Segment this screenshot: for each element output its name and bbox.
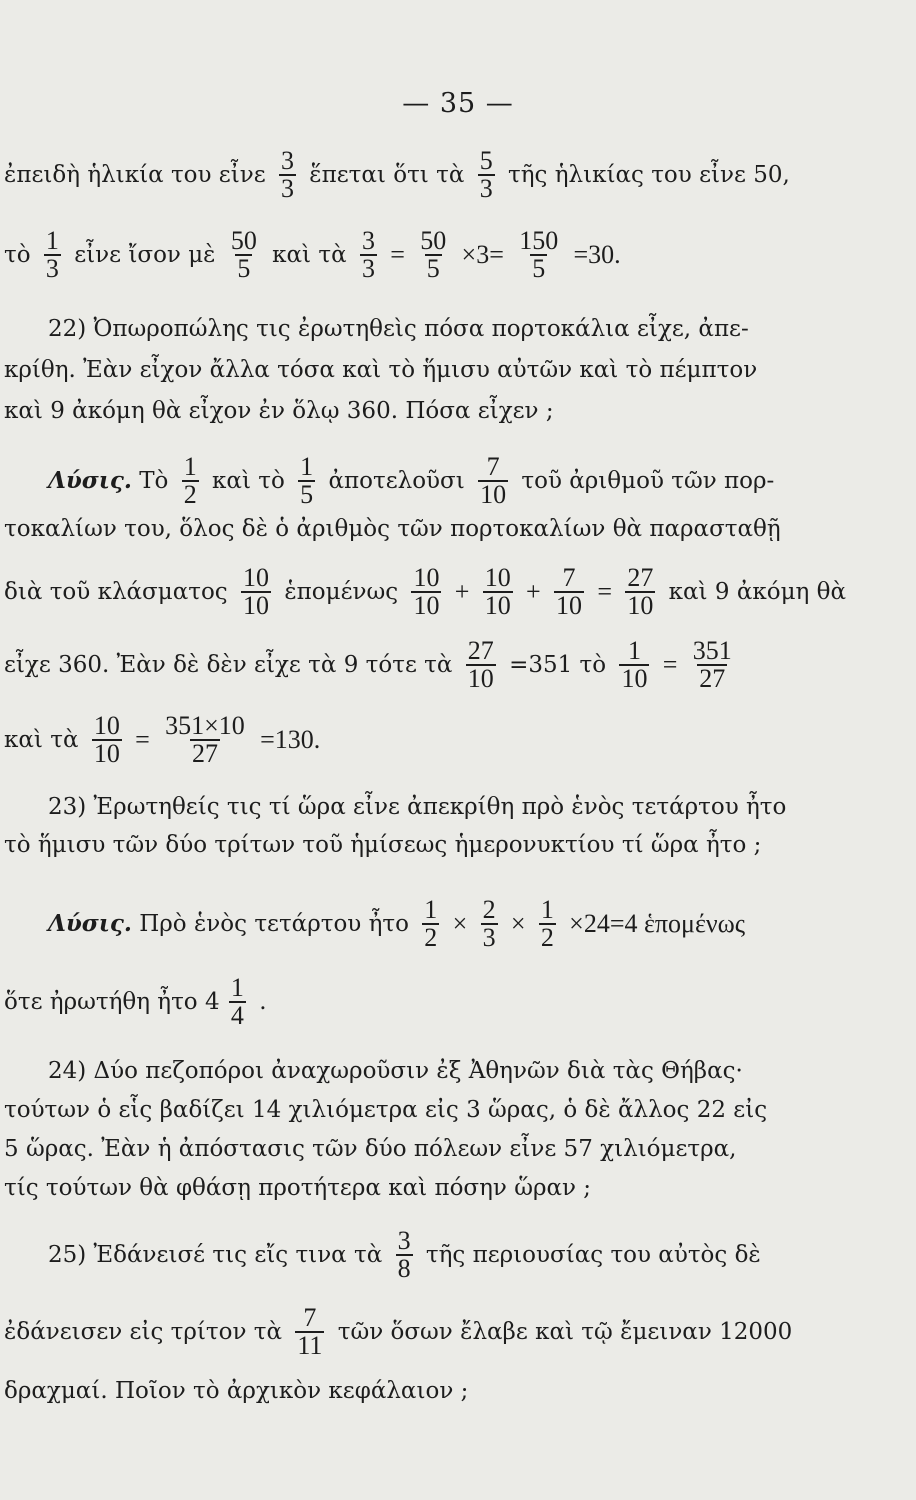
denominator: 2: [540, 923, 554, 952]
fraction: [554, 565, 584, 619]
fraction: [422, 897, 439, 951]
problem-23-line-2: τὸ ἥμισυ τῶν δύο τρίτων τοῦ ἡμίσεως ἡμερονυκτίου τί ὥρα ἦτο ;: [4, 832, 762, 858]
denominator: 10: [484, 591, 511, 620]
operator: =: [135, 725, 150, 754]
denominator: 2: [183, 480, 197, 509]
fraction: [295, 1305, 324, 1359]
text-segment: καὶ τὰ: [272, 242, 347, 268]
operator: +: [454, 577, 470, 606]
solution-22-line-1: [48, 454, 774, 508]
denominator: 10: [413, 591, 440, 620]
fraction: [163, 713, 247, 767]
numerator: 10: [243, 563, 270, 592]
denominator: 27: [191, 739, 218, 768]
denominator: 3: [482, 923, 496, 952]
fraction: [483, 565, 513, 619]
operator: ×: [510, 909, 526, 938]
operator: ×24=4 ἑπομένως: [569, 909, 746, 938]
fraction: [478, 148, 495, 202]
fraction: [241, 565, 271, 619]
denominator: 8: [397, 1254, 411, 1283]
problem-23-line-1: 23) Ἐρωτηθείς τις τί ὥρα εἶνε ἀπεκρίθη πρὸ ἑνὸς τετάρτου ἦτο: [48, 794, 787, 820]
numerator: 1: [627, 636, 641, 665]
problem-24-line-3: 5 ὥρας. Ἐὰν ἡ ἀπόστασις τῶν δύο πόλεων εἶνε 57 χιλιόμετρα,: [4, 1136, 737, 1162]
numerator: 27: [467, 636, 494, 665]
text-segment: εἶχε 360. Ἐὰν δὲ δὲν εἶχε τὰ 9 τότε τὰ: [4, 652, 453, 678]
denominator: 5: [532, 254, 546, 283]
fraction: [360, 228, 377, 282]
problem-25-line-2: [4, 1305, 792, 1359]
numerator: 50: [420, 226, 447, 255]
denominator: 10: [627, 591, 654, 620]
text-segment: τὸ: [4, 242, 31, 268]
numerator: 1: [45, 226, 59, 255]
numerator: 3: [280, 146, 294, 175]
text-segment: ἕπεται ὅτι τὰ: [309, 162, 465, 188]
text-segment: .: [259, 989, 267, 1015]
fraction: [466, 638, 496, 692]
denominator: 4: [230, 1001, 244, 1030]
solution-label: Λύσις.: [48, 910, 132, 937]
numerator: 7: [303, 1303, 317, 1332]
fraction: [539, 897, 556, 951]
text-segment: τῆς ἡλικίας του εἶνε 50,: [508, 162, 790, 188]
problem-22-line-3: καὶ 9 ἀκόμη θὰ εἶχον ἐν ὅλῳ 360. Πόσα εἶχεν ;: [4, 398, 554, 424]
fraction: [298, 454, 315, 508]
problem-22-line-1: 22) Ὀπωροπώλης τις ἐρωτηθεὶς πόσα πορτοκάλια εἶχε, ἀπε-: [48, 316, 749, 342]
denominator: 11: [297, 1331, 323, 1360]
operator: =: [390, 240, 405, 269]
numerator: 351×10: [165, 711, 245, 740]
solution-22-line-3: [4, 565, 846, 619]
numerator: 3: [397, 1226, 411, 1255]
denominator: 10: [243, 591, 270, 620]
operator: ×: [452, 909, 468, 938]
numerator: 1: [300, 452, 314, 481]
text-segment: τῶν ὅσων ἔλαβε καὶ τῷ ἔμειναν 12000: [337, 1319, 793, 1345]
solution-22-line-4: [4, 638, 740, 692]
operator: =130.: [260, 725, 321, 754]
fraction: [92, 713, 122, 767]
numerator: 1: [183, 452, 197, 481]
solution-label: Λύσις.: [48, 467, 132, 494]
numerator: 7: [562, 563, 576, 592]
numerator: 27: [627, 563, 654, 592]
fraction: [691, 638, 734, 692]
denominator: 10: [480, 480, 507, 509]
text-segment: ἐδάνεισεν εἰς τρίτον τὰ: [4, 1319, 283, 1345]
fraction: [182, 454, 199, 508]
numerator: 10: [93, 711, 120, 740]
numerator: 2: [482, 895, 496, 924]
fraction: [396, 1228, 413, 1282]
numerator: 150: [519, 226, 559, 255]
fraction: [279, 148, 296, 202]
text-segment: Πρὸ ἑνὸς τετάρτου ἦτο: [139, 911, 409, 937]
denominator: 10: [621, 664, 648, 693]
operator: +: [526, 577, 541, 606]
operator: =: [662, 650, 678, 679]
fraction: [229, 228, 259, 282]
problem-25-line-3: δραχμαί. Ποῖον τὸ ἀρχικὸν κεφάλαιον ;: [4, 1378, 469, 1404]
solution-22-line-5: [4, 713, 320, 767]
numerator: 351: [692, 636, 732, 665]
fraction: [619, 638, 649, 692]
problem-24-line-4: τίς τούτων θὰ φθάσῃ προτήτερα καὶ πόσην ὥραν ;: [4, 1175, 592, 1201]
fraction: [481, 897, 498, 951]
denominator: 10: [556, 591, 583, 620]
denominator: 3: [280, 174, 294, 203]
text-segment: καὶ τὰ: [4, 727, 79, 753]
fraction: [418, 228, 448, 282]
denominator: 3: [45, 254, 59, 283]
denominator: 3: [479, 174, 493, 203]
page-number: — 35 —: [402, 88, 514, 119]
text-segment: καὶ 9 ἀκόμη θὰ: [668, 579, 846, 605]
fraction: [625, 565, 655, 619]
problem-22-line-2: κρίθη. Ἐὰν εἶχον ἄλλα τόσα καὶ τὸ ἥμισυ αὐτῶν καὶ τὸ πέμπτον: [4, 357, 758, 383]
fraction: [44, 228, 61, 282]
numerator: 3: [361, 226, 375, 255]
solution-23-line-2: [4, 975, 267, 1029]
text-segment: ἀποτελοῦσι: [328, 468, 465, 494]
fraction: [478, 454, 508, 508]
numerator: 1: [540, 895, 554, 924]
text-segment: Τὸ: [139, 468, 169, 494]
numerator: 10: [413, 563, 440, 592]
operator: =: [597, 577, 613, 606]
numerator: 1: [230, 973, 244, 1002]
denominator: 27: [699, 664, 726, 693]
denominator: 10: [467, 664, 494, 693]
numerator: 5: [479, 146, 493, 175]
text-segment: τῆς περιουσίας του αὐτὸς δὲ: [425, 1242, 761, 1268]
numerator: 1: [424, 895, 438, 924]
denominator: 5: [300, 480, 314, 509]
text-segment: εἶνε ἴσον μὲ: [74, 242, 216, 268]
fraction: [411, 565, 441, 619]
text-segment: διὰ τοῦ κλάσματος: [4, 579, 228, 605]
numerator: 7: [486, 452, 500, 481]
denominator: 2: [424, 923, 438, 952]
denominator: 3: [361, 254, 375, 283]
problem-24-line-1: 24) Δύο πεζοπόροι ἀναχωροῦσιν ἐξ Ἀθηνῶν διὰ τὰς Θήβας·: [48, 1058, 743, 1084]
fraction: [517, 228, 560, 282]
solution-22-line-2: τοκαλίων του, ὅλος δὲ ὁ ἀριθμὸς τῶν πορτοκαλίων θὰ παρασταθῇ: [4, 516, 781, 542]
operator: ×3=: [461, 240, 504, 269]
text-segment: =351 τὸ: [509, 652, 607, 678]
numerator: 50: [230, 226, 257, 255]
denominator: 10: [93, 739, 120, 768]
denominator: 5: [426, 254, 440, 283]
text-segment: ὅτε ἠρωτήθη ἦτο 4: [4, 989, 220, 1015]
text-segment: τοῦ ἀριθμοῦ τῶν πορ-: [521, 468, 775, 494]
numerator: 10: [484, 563, 511, 592]
solution-23-line-1: [48, 897, 745, 951]
operator: =30.: [573, 240, 621, 269]
text-segment: 25) Ἐδάνεισέ τις εἴς τινα τὰ: [48, 1242, 383, 1268]
text-segment: ἑπομένως: [284, 579, 399, 605]
text-segment: ἐπειδὴ ἡλικία του εἶνε: [4, 162, 266, 188]
denominator: 5: [237, 254, 251, 283]
problem-24-line-2: τούτων ὁ εἷς βαδίζει 14 χιλιόμετρα εἰς 3 ὥρας, ὁ δὲ ἄλλος 22 εἰς: [4, 1097, 768, 1123]
fraction: [229, 975, 246, 1029]
problem-25-line-1: [48, 1228, 761, 1282]
math-line-2: [4, 228, 621, 282]
text-segment: καὶ τὸ: [212, 468, 285, 494]
math-line-1: [4, 148, 790, 202]
